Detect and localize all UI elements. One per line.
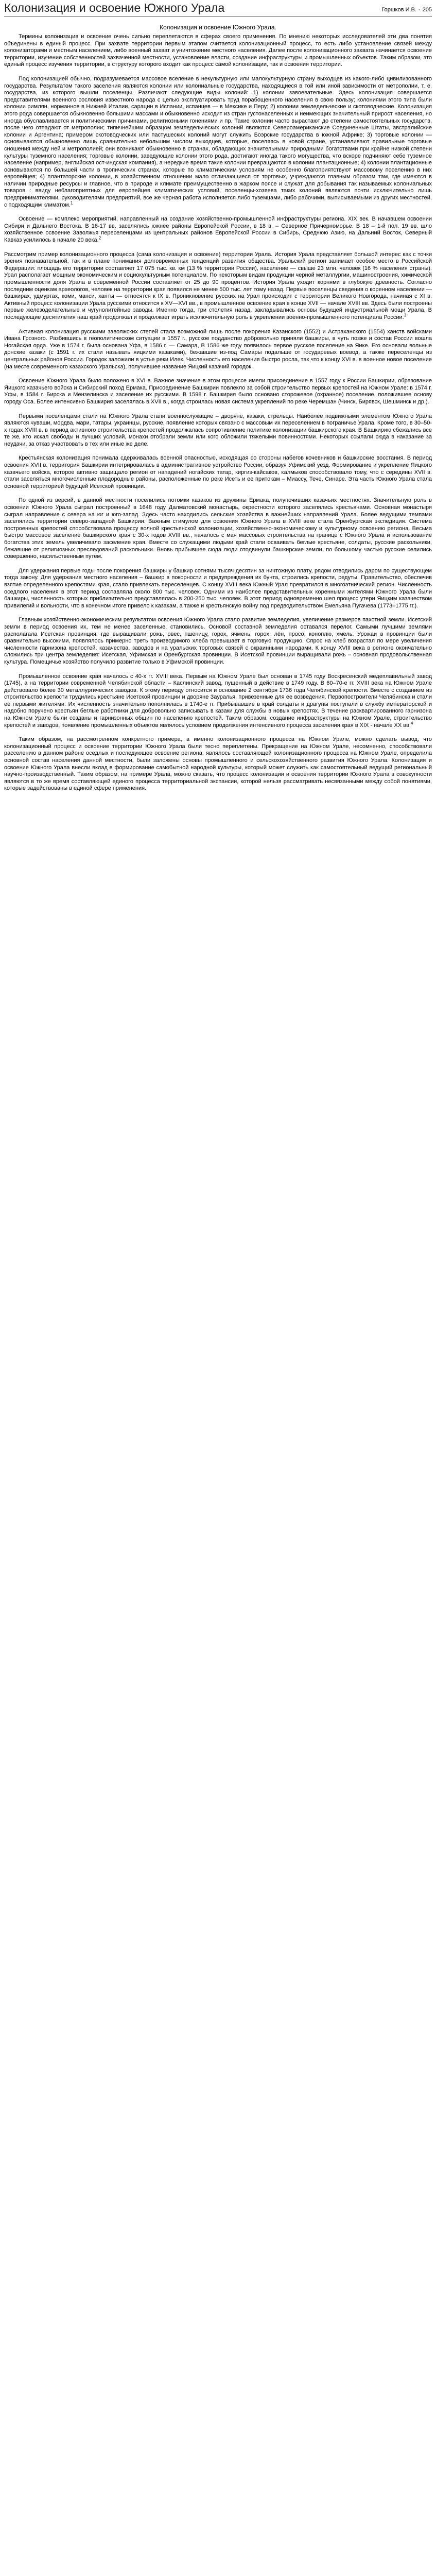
paragraph-text: По одной из версий, в данной местности поселились потомки казаков из дружины Ермака, полупочивших казачьих местностях. Значительную роль в освоении Южного Урала сыграл построенный в 1648 году Далматовский монастырь, окрестности которого заселялись крестьянами. Основная монастыря сыграл направление с севера на юг и юго-запад. Здесь часто находились сельские хозяйства в важнейших направлений Урала. Более ведущими темпами заселялись территории северо-западной Башкирии. Важным стимулом для освоения Южного Урала в XVIII веке стала Оренбургская экспедиция. Система построенных крепостей способствовала процессу волной крестьянской колонизации, хозяйственно-экономическому и культурному освоению региона. Весьма быстро массовое заселение башкирского края с 30-х годов XVIII вв., началось с мая массовых строительства на границе с Южного Урала и использование богатства этих земель увеличивало заселение края. Вместе со служащими людьми край стали осваивать беглые крестьяне, солдаты, русские раскольники, бежавшие от религиозных преследований раскольники. Вновь прибывшее сюда люди отодвинули башкирские земли, по большому частью русские селились совершенно, насильственным путем. [4, 497, 432, 560]
paragraph-text: Таким образом, на рассмотренном конкретного примера, а именно колонизационного процесса на Южном Урале, можно сделать вывод, что колонизационный процесс и освоение территории Южного Урала были тесно переплетены. Прекращение на Южном Урале, несомненно, способствовали расселению в данном районе оседлых и последующее освоение региона, являлось составляющей колонизационного процесса на Южном Урале, определила основной состав населения данной местности, были заложены основы промышленного и сельскохозяйственного развития Южного Урала. Колонизация и освоение Южного Урала внесли вклад в формирование самобытной народной культуры, который может служить как самостоятельный ведущий региональный научно-производственный. Таким образом, на примере Урала, можно сказать, что процесс колонизации и освоения территории Южного Урала в совокупности являются в то же время составляющей единого процесса территориальной экспансии, которой нельзя рассматривать несвязанными между собой понятиями, которые задействованы в единой сфере применения. [4, 736, 432, 792]
article-body [4, 33, 432, 792]
footnote-marker: 1 [70, 200, 73, 205]
paragraph-text: Освоение — комплекс мероприятий, направленный на создание хозяйственно-промышленной инфраструктуры региона. XIX век. В начавшем освоении Сибири и Дальнего Востока. В 16-17 вв. заселялись южнее районы Европейской России, в 18 в. – Северное Причерноморье. В 18 – 1-й пол. 19 вв. шло хозяйственное освоение Заволжья переселенцами из центральных районов Европейской России в Сибирь, Среднюю Азию, на Дальний Восток, Северный Кавказ усилилось в начале 20 века. [4, 216, 432, 244]
paragraph [4, 673, 432, 730]
document-header [4, 0, 432, 16]
paragraph [4, 497, 432, 560]
paragraph [4, 568, 432, 610]
paragraph-text: Освоение Южного Урала было положено в XVI в. Важное значение в этом процессе имели присоединение в 1557 году к России Башкирии, образование Яицкого казачьего войска и Сибирский поход Ермака. Присоединение Башкирии повлекло за собой строительство первых крепостей на Южном Урале: в 1574 г. Уфы, в 1584 г. Бирска и Мензелинска и заселение их русскими. В 1598 г. Башкирия было основано сторожевое (охранное) поселение, положившее основу городу Оса. Более интенсивно Башкирия заселялась в XVII в., когда строилась новая система укреплений по реке Черемшан (Чинск, Бирявск, Шешминск и др.). [4, 378, 432, 405]
paragraph [4, 216, 432, 244]
document-meta [381, 6, 432, 14]
meta-separator: - [418, 7, 421, 13]
document-title: Колонизация и освоение Южного Урала [4, 1, 225, 14]
paragraph [4, 413, 432, 448]
page-number: 205 [422, 7, 432, 13]
paragraph-text: Крестьянская колонизация понимала сдерживалась военной опасностью, исходящая со стороны набегов кочевников и башкирские восстания. В период освоения XVII в. территория Башкирии интегрировалась в административное устройство России, образуя Уфимский уезд. Формирование и укрепление Яицкого казачьего войска, которое активно защищало регион от нападений ногайских татар, киргиз-кайсаков, калмыков способствовало тому, что с середины XVII в. стали заселяться многочисленные плодородные районы, расположенные по реке Исеть и ее притокам – Миассу, Тече, Синаре. Эта часть Южного Урала стала основной территорией будущей Исетской провинции. [4, 455, 432, 489]
paragraph [4, 251, 432, 321]
paragraph-text: Под колонизацией обычно, подразумевается массовое вселение в некультурную или малокультурную страну выходцев из какого-либо цивилизованного государства. Результатом такого заселения являются колонии или колониальные государства, находящиеся в той или иной зависимости от метрополии, т. е. государства, из которого вышли поселенцы. Различают следующие виды колоний: 1) колонии завоевательные. Здесь колонизация совершается представителями военного сословия известного народа с целью эксплуатировать труд порабощенного населения в свою пользу; колониями этого типа были колонии римлян, норманнов в Нижней Италии, сарацин в Испании, испанцев — в Мексике и Перу; 2) колонии земледельческие и скотоводческие. Колонизация этого рода совершается обыкновенно большими массами и обыкновенно исходит из стран густонаселенных и неимеющих значительный прирост населения, но иногда обуславливается и политическими причинами, религиозными гонениями и пр. Такие колонии часто вырастают до степени самостоятельных государств, после чего отпадают от метрополии; типичнейшим образцом земледельческих колоний являются Североамериканские Соединенные Штаты, австралийские колонии и Аргентина; примером скотоводческих или пастушеских колоний могут служить Боэрские государства в южной Африке; 3) торговые колонии — основываются обыкновенно лишь сравнительно небольшим числом выходцев, которые, поселяясь в новой стране, устанавливают правильные торговые сношения между ней и метрополией; они возникают обыкновенно в странах, обладающих значительными природными богатствами при крайне низкой степени культуры туземного населения; торговые колонии, заведующие колонии этого рода, достигают иногда такого могущества, что вскоре подчиняют себе туземное население (например, английская ост-индская компания), а нередкие время такие колонии превращаются в колонии плантационные; 4) колонии плантационные основываются по большей части в тропических странах, которые по климатическим условиям не особенно благоприятствуют массовому поселению в них европейцев; 4) плантаторские колонии, в хозяйственном отношении мало отличающиеся от торговых, учреждаются главным образом там, где имеются в наличии природные ресурсы и главное, что в природе и климате преимущественно в жарком поясе и служат для добывания так называемых колониальных товаров : ввиду неблагоприятных для европейцев климатических условий, поселенцы-хозяева таких колоний являются почти исключительно лишь предпринимателями, руководителями предприятий, все же черная работа исполняется либо туземцами, либо рабочими, выписываемыми из других местностей, с подходящим климатом. [4, 75, 432, 208]
paragraph-text: Рассмотрим пример колонизационного процесса (сама колонизация и освоение) территории Урала. История Урала представляет большой интерес как с точки зрения познавательной, так и в плане понимания долговременных тенденций развития общества. Уральский регион занимает особое место в Российской Федерации: площадь его территории составляет 17 075 тыс. кв. км (13 % территории России), население — свыше 23 млн. человек (16 % населения страны). Урал располагает мощным экономическим и социокультурным потенциалом. По некоторым видам продукции черной металлургии, машиностроения, химической промышленности доля Урала в современной России составляет от 25 до 90 процентов. История Урала уходит корнями в глубокую древность. Согласно последним оценкам археологов, человек на территории края появился не менее 500 тыс. лет тому назад. Первые поселенцы сведения о коренном населении — башкирах, удмуртах, коми, манси, ханты — относятся к IX в. Проникновение русских на Урал происходит с территории Великого Новгорода, начиная с XI в. Активный процесс колонизации Урала русскими относится к XV—XVI вв., в промышленное освоение края в конце XVII — начале XVIII вв. Здесь были построены первые железоделательные и чугунолитейные заводы. Именно тогда, три столетия назад, закладывались основы будущей индустриальной мощи Урала. В последующие десятилетия наш край продолжал и продолжает играть исключительную роль в укреплении военно-промышленного потенциала России. [4, 251, 432, 320]
paragraph [4, 736, 432, 792]
paragraph-text: Первыми поселенцами стали на Южного Урала стали военнослужащие – дворяне, казаки, стрельцы. Наиболее подвижными элементом Южного Урала являются чуваши, мордва, мари, татары, украинцы, русские, появление которых связано с массовым их переселением в пограничье Урала. Кроме того, в 30–50-х годах XVIII в. в период активного строительства крепостей продолжалась сопротивление политике колонизации башкирского края. В Башкирию сбежались все те же, кто искал свободы и лучших условий, монахи отобрали земли или кого обложили тяжелыми повинностями. Некоторых ссылали сюда в наказание за неудачи, за отказ участвовать в тех или иные же деле. [4, 413, 432, 447]
paragraph [4, 378, 432, 405]
footnote-marker: 2 [98, 235, 101, 241]
paragraph-text: Главным хозяйственно-экономическим результатом освоения Южного Урала стало развитие земледелия, увеличение размеров пахотной земли. Исетский земли в период освоения их, тем не менее заселенные, становились. Основой составной земледелия оставался перелог. Самыми лучшими землями располагала Исетская провинция, где выращивали рожь, овес, пшеницу, горох, ячмень, горох, лён, просо, коноплю, хмель. Урожаи в провинции были сравнительно высокими, появлялось примерно треть производимого хлеба превышает в торговую продукцию. Спрос на хлеб возрастал по мере увеличения численности гарнизона крепостей, казачества, заводов и на уральских торговых связей с окраинными народами. К концу XVIII века в регионе окончательно сложились три центра земледелия: Исетская, Уфимская и Оренбургская провинции. В Исетской провинции выращивали рожь – основная продовольственная культура. Помещичье хозяйство получило развитие только в Уфимской провинции. [4, 617, 432, 665]
paragraph-text: Промышленное освоение края началось с 40-х гг. XVIII века. Первым на Южном Урале был основан в 1745 году Воскресенский медеплавильный завод (1745), а на территории современной Челябинской области – Каслинский завод, пущенный в действие в 1749 году. В 60–70-е гг. XVIII века на Южном Урале действовало более 30 металлургических заводов. К этому периоду относится и основание 2 сентября 1736 года Челябинской крепости. Вместе с созданием из строительство крепости трудились крестьяне Исетской провинции и дворяне Зауралья, привезенные для ее возведения. Первопостроители Челябинска и стали ее первыми жителями. Их численность значительно пополнилась в 1740-е гг. Прибывавшие в край солдаты и драгуны поступали в службу императорской и надобно поручено крестьян беглые работники для добровольно записывать в казаки для службы в новых крепостях. В течение расквартированного гарнизона на Южном Урале были созданы и гарнизонных общин по населению крепостей. Таким образом, создание инфраструктуры на Южном Урале, строительство крепостей и заводов, появление промышленных объектов являлось условием продолжения интенсивного процесса заселения края в XIX - начале XX вв. [4, 673, 432, 728]
document-page [0, 0, 436, 804]
footnote-marker: 3 [404, 313, 407, 318]
paragraph-text: Для удержания первые годы после покорения башкиры у башкир сотнями тысяч десятин за ничтожную плату, рядом отводились даром по существующем тогда закону. Для удержания местного населения – башкир в покорности и предупреждения их бунта, строились крепости, редуты. Правительство, обеспечив взятие определенного крепостями края, стало привлекать переселенцев. С концу XVIII века Южный Урал превратился в многоэтнический регион. Численность оседлого населения в этот период составляла около 800 тыс. человек. Одними из наиболее представительных коренными жителями Южного Урала были башкиры, численность которых приблизительно представлялась в 200-250 тыс. человек. В этот период одновременно шел процесс утери Яицким казачеством привилегий и вольности, что в конечном итоге привело к казакам, а также и крестьянскую войну под предводительством Емельяна Пугачева (1773–1775 гг.). [4, 567, 432, 609]
paragraph [4, 76, 432, 209]
author-name: Горшков И.В. [381, 7, 416, 13]
paragraph-text: Термины колонизация и освоение очень сильно переплетаются в сферах своего применения. По мнению некоторых исследователей эти два понятия объединены в единый процесс. При захвате территории первым этапом считается колонизационный процесс, то есть либо установление связей между колонизаторами и местным населением, либо военный захват и уничтожение местного населения. Далее после колонизационного захвата начинается освоение территории, изучение собственностей захваченной местности, установление власти, создание инфраструктуры и промышленных объектов. Таким образом, это единый процесс изучения территории, в структуру которого входит как процесс самой колонизации, так и освоения территории. [4, 33, 432, 68]
footnote-marker: 4 [411, 721, 413, 725]
paragraph [4, 329, 432, 371]
paragraph [4, 33, 432, 69]
paragraph [4, 617, 432, 666]
paragraph [4, 455, 432, 490]
article-subtitle: Колонизация и освоение Южного Урала. [160, 24, 276, 31]
paragraph-text: Активная колонизация русскими заволжских степей стала возможной лишь после покорения Казанского (1552) и Астраханского (1554) ханств войсками Ивана Грозного. Разбившись в геополитическом ситуации в 1557 г., русское подданство добровольно приняли башкиры, в чуть позже и состав России вошла Ногайская орда. Уже в 1574 г. была основана Уфа, в 1586 г. — Самара, В 1586 же году появилось первое русское поселение на Яике. Его основали вольные донские казаки (с 1591 г. их стали называть яицкими казаками), бежавшие из-под Самары подальше от государевых воевод, а также переселенцы из центральных районов России. Городок заложили в устье реки Илек. Численность его населения быстро росла, так что к концу XVI в. в военное новое поселение (на месте современного казахского Уральска), получившее название Яицкий казачий городок. [4, 328, 432, 370]
